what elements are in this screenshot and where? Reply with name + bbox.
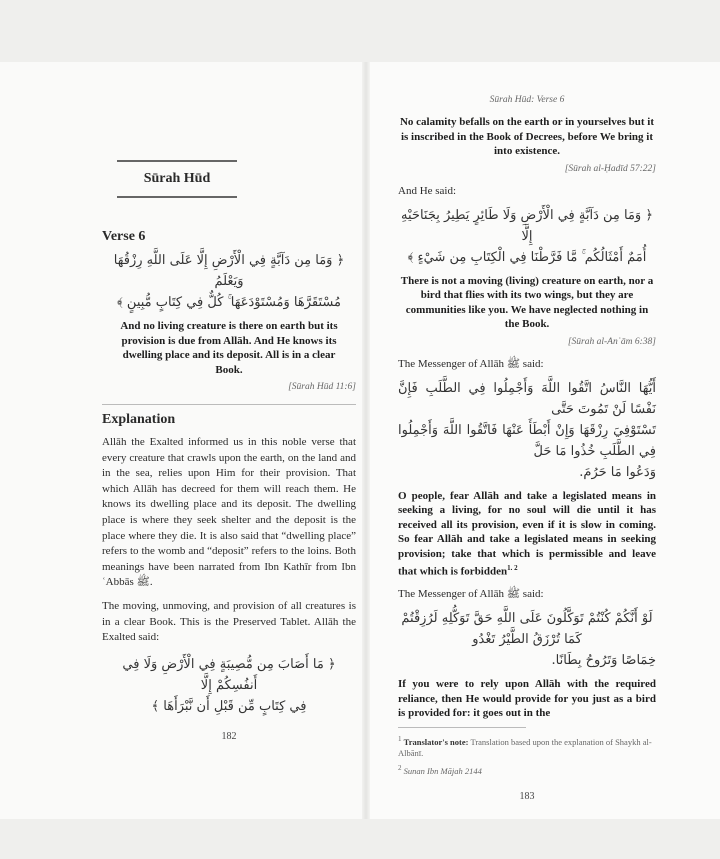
footnote-text: Sunan Ibn Mājah 2144 xyxy=(403,766,482,777)
arabic-line: لَوْ أَنَّكُمْ كُنْتُمْ تَوَكَّلُونَ عَلَى اللَّهِ حَقَّ تَوَكُّلِهِ لَرُزِقْتُمْ كَمَا تُرْزَقُ الطَّيْرُ تَغْدُو xyxy=(401,611,653,648)
footnote-marks[interactable]: 1. 2 xyxy=(507,564,518,572)
explanation-paragraph: The moving, unmoving, and provision of all creatures is in a clear Book. This is the Preserved Tablet. Allāh the Exalted said: xyxy=(102,599,356,644)
arabic-line: مُسْتَقَرَّهَا وَمُسْتَوْدَعَهَا ۚ كُلٌّ فِي كِتَابٍ مُّبِينٍ ﴾ xyxy=(117,295,341,310)
divider xyxy=(117,196,237,198)
left-text-column xyxy=(102,160,356,743)
footnote-text: Translation based upon the explanation of Shaykh al-Albānī. xyxy=(398,736,652,759)
left-page xyxy=(0,62,362,819)
arabic-line: تَسْتَوْفِيَ رِزْقَهَا وَإِنْ أَبْطَأَ عَنْهَا فَاتَّقُوا اللَّهَ وَأَجْمِلُوا فِي الطَّلَبِ خُذُوا مَا حَلَّ xyxy=(398,422,656,459)
page-number: 183 xyxy=(519,791,535,803)
chapter-title-block xyxy=(117,160,237,198)
divider xyxy=(102,404,356,405)
footnote xyxy=(398,762,656,777)
messenger-said: The Messenger of Allāh ﷺ said: xyxy=(398,357,544,370)
quote-translation: There is not a moving (living) creature on earth, nor a bird that flies with its two wings, but they are communities like you. We have neglected nothing in the Book. xyxy=(400,274,654,330)
explanation-heading: Explanation xyxy=(102,412,176,427)
arabic-line: فِي كِتَابٍ مِّن قَبْلِ أَن نَّبْرَأَهَا ﴾ xyxy=(151,698,307,714)
footnote-divider xyxy=(398,727,526,728)
footnote-label: Translator's note: xyxy=(403,736,469,747)
arabic-line: ﴿ وَمَا مِن دَآبَّةٍ فِي الْأَرْضِ وَلَا طَائِرٍ يَطِيرُ بِجَنَاحَيْهِ إِلَّا xyxy=(401,207,653,244)
verse-reference: [Sūrah Hūd 11:6] xyxy=(288,382,356,392)
right-page xyxy=(370,62,720,819)
hadith-arabic xyxy=(398,378,656,483)
arabic-line: ﴿ مَا أَصَابَ مِن مُّصِيبَةٍ فِي الْأَرْضِ وَلَا فِي أَنفُسِكُمْ إِلَّا xyxy=(122,656,336,693)
hadith-text: O people, fear Allāh and take a legislated means in seeking a living, for no soul will die until it has received all its provision, even if it is slow in coming. So fear Allāh and take a legislated means in seeking provision; take that which is permissible and leave that which is forbidden xyxy=(398,489,656,578)
arabic-line: خِمَاصًا وَتَرُوحُ بِطَانًا. xyxy=(551,653,656,669)
verse-translation: And no living creature is there on earth but its provision is due from Allāh. And He knows its dwelling place and its deposit. All is in a clear Book. xyxy=(120,320,338,376)
arabic-line: ﴿ وَمَا مِن دَآبَّةٍ فِي الْأَرْضِ إِلَّا عَلَى اللَّهِ رِزْقُهَا وَيَعْلَمُ xyxy=(113,253,345,289)
quote-translation: No calamity befalls on the earth or in yourselves but it is inscribed in the Book of Decrees, before We bring it into existence. xyxy=(399,116,654,157)
verse-heading: Verse 6 xyxy=(102,229,146,244)
explanation-paragraph: Allāh the Exalted informed us in this noble verse that every creature that crawls upon the earth, on the land and in the sea, relies upon Him for their provision. That which Allāh has decreed for them will reach them. He knows its dwelling place and its deposit. The dwelling place is where they seek shelter and the deposit is the place where they die. It is also said that “dwelling place” refers to the womb and “deposit” refers to the loins. Both meanings have been narrated from Ibn Kathīr from Ibn ʿAbbās ﷺ. xyxy=(102,436,356,589)
arabic-line: أَيُّهَا النَّاسُ اتَّقُوا اللَّهَ وَأَجْمِلُوا فِي الطَّلَبِ فَإِنَّ نَفْسًا لَنْ تَمُوتَ حَتَّى xyxy=(398,380,656,417)
footnote-mark: 1 xyxy=(398,734,402,743)
right-text-column xyxy=(398,94,656,803)
running-header: Sūrah Hūd: Verse 6 xyxy=(489,95,565,105)
messenger-said: The Messenger of Allāh ﷺ said: xyxy=(398,588,544,601)
arabic-line: وَدَعُوا مَا حَرُمَ. xyxy=(579,464,656,480)
quote-reference: [Sūrah al-Anʿām 6:38] xyxy=(567,336,656,347)
and-he-said: And He said: xyxy=(398,184,457,197)
hadith-arabic xyxy=(398,608,656,671)
footnote-mark: 2 xyxy=(398,764,402,773)
chapter-title: Sūrah Hūd xyxy=(143,171,211,186)
page-number: 182 xyxy=(221,730,237,742)
quote-arabic xyxy=(102,654,356,717)
verse-arabic xyxy=(102,250,356,313)
divider xyxy=(117,160,237,162)
quote-arabic xyxy=(398,205,656,268)
quote-reference: [Sūrah al-Ḥadīd 57:22] xyxy=(564,163,656,174)
hadith-translation xyxy=(398,489,656,580)
book-gutter xyxy=(362,62,370,819)
footnote xyxy=(398,733,656,760)
hadith-translation: If you were to rely upon Allāh with the required reliance, then He would provide for you just as a bird is provided for: it goes out in the xyxy=(398,678,656,720)
arabic-line: أُمَمٌ أَمْثَالُكُم ۚ مَّا فَرَّطْنَا فِي الْكِتَابِ مِن شَيْءٍ ﴾ xyxy=(407,249,647,265)
